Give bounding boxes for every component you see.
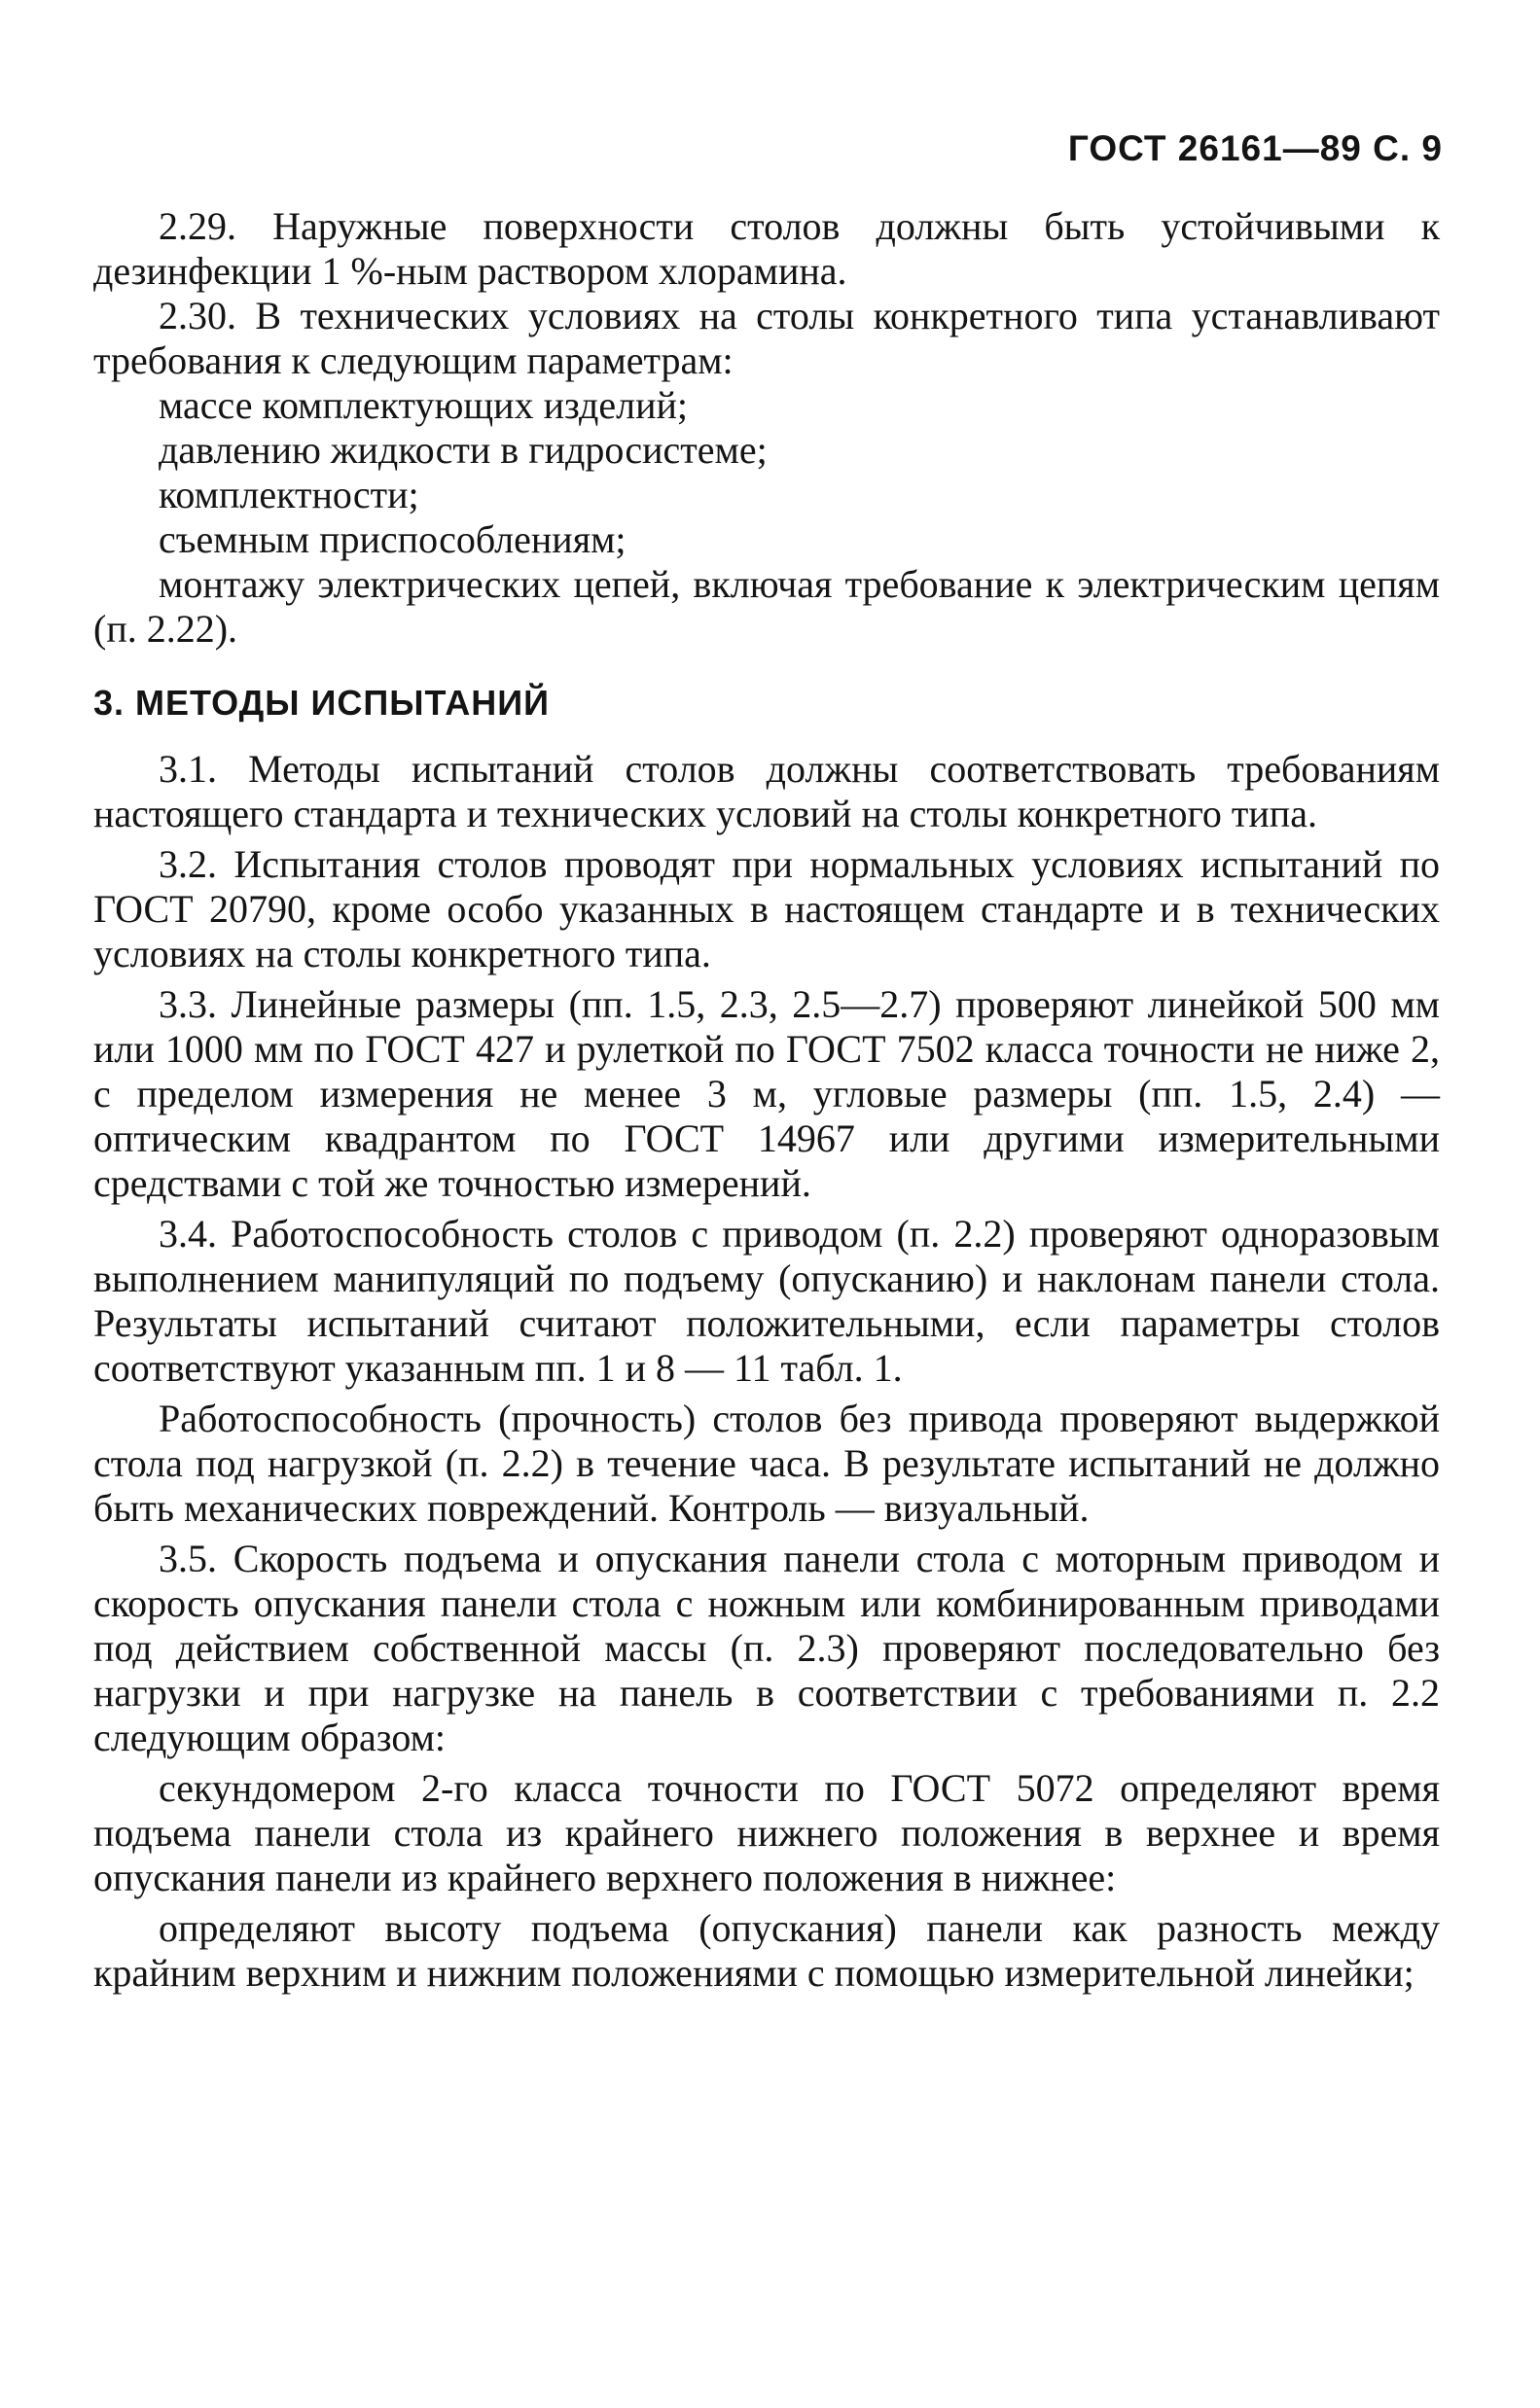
list-item: массе комплектующих изделий;: [159, 383, 689, 427]
paragraph-2-29: 2.29. Наружные поверхности столов должны быть устойчивыми к дезинфекции 1 %-ным раствором хлорамина.: [93, 204, 1440, 293]
page-body: [93, 204, 1440, 1996]
paragraph-3-1: 3.1. Методы испытаний столов должны соответствовать требованиям настоящего стандарта и технических условий на столы конкретного типа.: [93, 747, 1440, 835]
list-item: комплектности;: [159, 473, 419, 516]
paragraph-2-30: 2.30. В технических условиях на столы конкретного типа устанавливают требования к следующим параметрам:: [93, 294, 1440, 382]
list-item: монтажу электрических цепей, включая требование к электрическим цепям (п. 2.22).: [93, 562, 1440, 651]
paragraph-3-5-step-1: секундомером 2-го класса точности по ГОСТ 5072 определяют время подъема панели стола из крайнего нижнего положения в верхнее и время опускания панели из крайнего верхнего положения в нижнее:: [93, 1766, 1440, 1899]
section-title: 3. МЕТОДЫ ИСПЫТАНИЙ: [93, 683, 550, 723]
paragraph-3-5-step-2: определяют высоту подъема (опускания) панели как разность между крайним верхним и нижним положениями с помощью измерительной линейки;: [93, 1906, 1440, 1995]
paragraph-3-3: 3.3. Линейные размеры (пп. 1.5, 2.3, 2.5—2.7) проверяют линейкой 500 мм или 1000 мм по ГОСТ 427 и рулеткой по ГОСТ 7502 класса точности не ниже 2, с пределом измерения не менее 3 м, угловые размеры (пп. 1.5, 2.4) — оптическим квадрантом по ГОСТ 14967 или другими измерительными средствами с той же точностью измерений.: [93, 982, 1440, 1205]
paragraph-3-5: 3.5. Скорость подъема и опускания панели стола с моторным приводом и скорость опускания панели стола с ножным или комбинированным приводами под действием собственной массы (п. 2.3) проверяют последовательно без нагрузки и при нагрузке на панель в соответствии с требованиями п. 2.2 следующим образом:: [93, 1537, 1440, 1759]
list-item: съемным приспособлениям;: [159, 517, 627, 561]
page-header: ГОСТ 26161—89 С. 9: [1067, 128, 1443, 168]
list-item: давлению жидкости в гидросистеме;: [159, 428, 768, 472]
paragraph-3-4: 3.4. Работоспособность столов с приводом (п. 2.2) проверяют одноразовым выполнением манипуляций по подъему (опусканию) и наклонам панели стола. Результаты испытаний считают положительными, если параметры столов соответствуют указанным пп. 1 и 8 — 11 табл. 1.: [93, 1212, 1440, 1390]
paragraph-3-4-continued: Работоспособность (прочность) столов без привода проверяют выдержкой стола под нагрузкой (п. 2.2) в течение часа. В результате испытаний не должно быть механических повреждений. Контроль — визуальный.: [93, 1397, 1440, 1530]
paragraph-3-2: 3.2. Испытания столов проводят при нормальных условиях испытаний по ГОСТ 20790, кроме особо указанных в настоящем стандарте и в технических условиях на столы конкретного типа.: [93, 842, 1440, 975]
